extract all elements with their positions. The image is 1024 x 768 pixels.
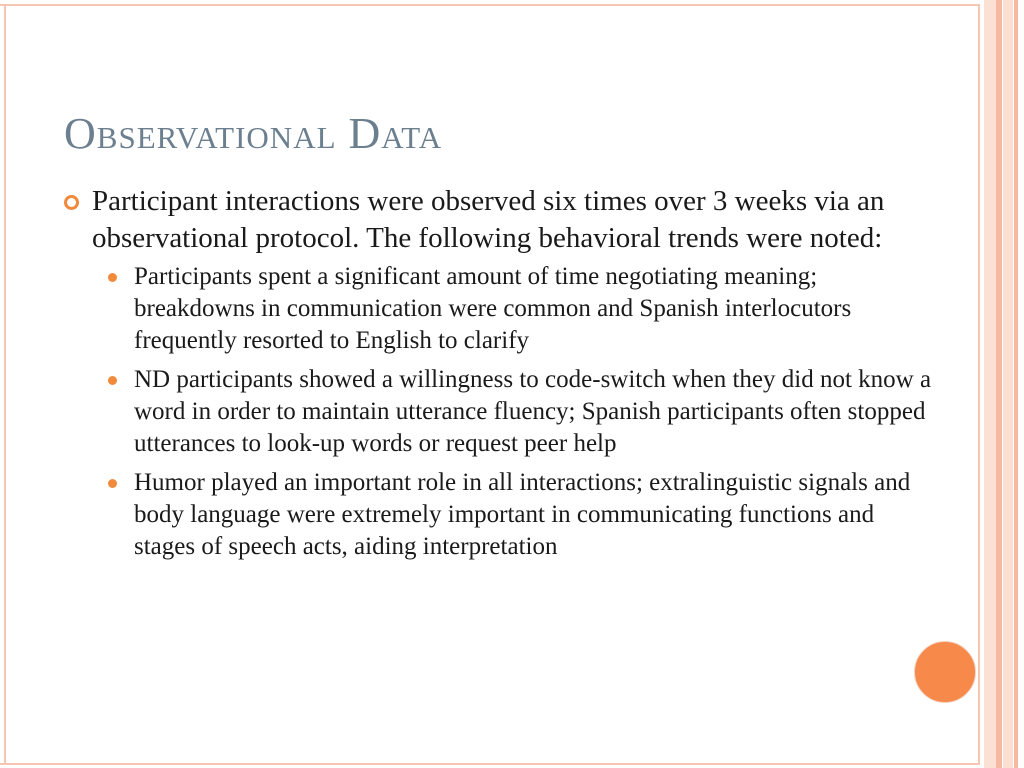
hollow-circle-bullet-icon	[64, 195, 79, 210]
sub-bullet-point	[134, 364, 940, 460]
filled-dot-bullet-icon	[108, 376, 117, 385]
sub-bullet-point	[134, 467, 940, 563]
main-bullet-point	[60, 183, 940, 257]
frame-right-line	[978, 4, 980, 765]
slide-title: Observational Data	[64, 109, 443, 158]
sub-bullet-text: ND participants showed a willingness to code-switch when they did not know a word in order to maintain utterance fluency; Spanish participants often stopped utterances to look-up words or request peer help	[134, 366, 932, 457]
right-stripe-light	[1003, 0, 1013, 768]
filled-dot-bullet-icon	[108, 479, 117, 488]
sub-bullet-list	[60, 261, 940, 563]
right-stripe-mid	[996, 0, 1002, 768]
sub-bullet-text: Participants spent a significant amount of time negotiating meaning; breakdowns in communication were common and Spanish interlocutors frequently resorted to English to clarify	[134, 263, 852, 354]
sub-bullet-text: Humor played an important role in all interactions; extralinguistic signals and body language were extremely important in communicating functions and stages of speech acts, aiding interpretation	[134, 469, 911, 560]
right-stripe-edge	[1014, 0, 1018, 768]
sub-bullet-point	[134, 261, 940, 357]
frame-bottom-line	[0, 763, 980, 765]
orange-circle-icon	[914, 641, 976, 703]
slide-body	[60, 183, 940, 570]
filled-dot-bullet-icon	[108, 273, 117, 282]
frame-top-line	[0, 4, 980, 6]
frame-left-line	[4, 4, 6, 765]
right-stripe-pale	[984, 0, 996, 768]
main-bullet-text: Participant interactions were observed six times over 3 weeks via an observational protocol. The following behavioral trends were noted:	[92, 185, 885, 254]
